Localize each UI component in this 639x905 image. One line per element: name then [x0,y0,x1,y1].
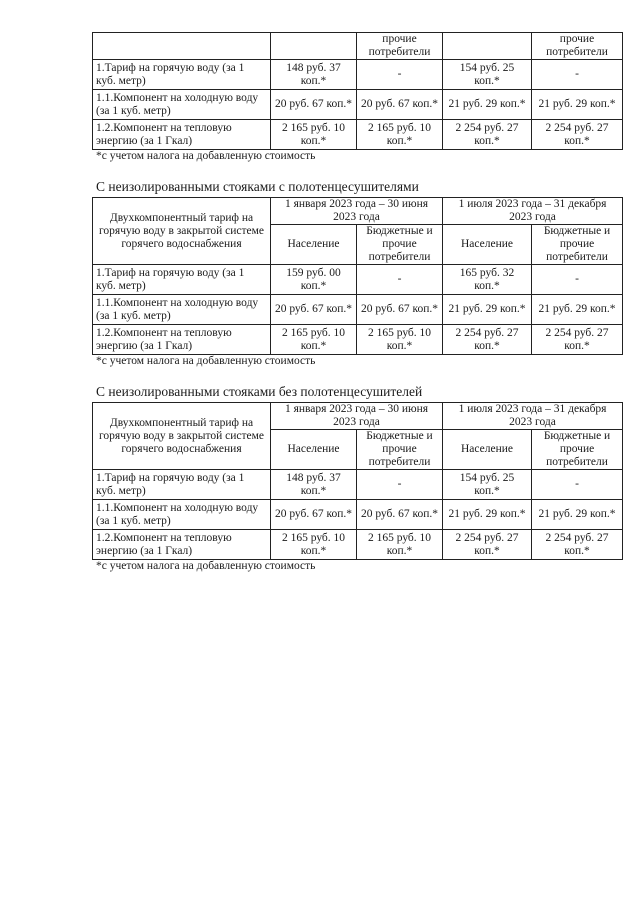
table-row [93,265,623,295]
table-row [93,470,623,500]
row-value: 154 руб. 25 коп.* [443,470,532,500]
row-value: 20 руб. 67 коп.* [271,295,357,325]
header-period-1: 1 января 2023 года – 30 июня 2023 года [271,198,443,225]
section-title: С неизолированными стояками с полотенцесушителями [96,179,419,194]
header-cell-budget: прочие потребители [357,33,443,60]
row-label: 1.1.Компонент на холодную воду (за 1 куб. метр) [93,295,271,325]
row-value: 2 165 руб. 10 коп.* [271,325,357,355]
header-population: Население [271,430,357,470]
row-value: 21 руб. 29 коп.* [443,295,532,325]
header-tariff-label: Двухкомпонентный тариф на горячую воду в закрытой системе горячего водоснабжения [93,403,271,470]
vat-footnote: *с учетом налога на добавленную стоимость [96,150,316,162]
row-value: 154 руб. 25 коп.* [443,60,532,90]
row-value: 148 руб. 37 коп.* [271,470,357,500]
table-header-row [93,403,623,430]
header-budget: Бюджетные и прочие потребители [357,225,443,265]
header-population: Население [443,430,532,470]
header-budget: Бюджетные и прочие потребители [357,430,443,470]
tariff-table-3 [92,402,623,560]
row-value: 20 руб. 67 коп.* [357,90,443,120]
vat-footnote: *с учетом налога на добавленную стоимость [96,355,316,367]
row-value: 2 254 руб. 27 коп.* [532,325,623,355]
header-period-2: 1 июля 2023 года – 31 декабря 2023 года [443,403,623,430]
header-cell-empty [271,33,357,60]
section-title: С неизолированными стояками без полотенцесушителей [96,384,423,399]
header-budget: Бюджетные и прочие потребители [532,430,623,470]
row-label: 1.Тариф на горячую воду (за 1 куб. метр) [93,265,271,295]
row-value: - [357,60,443,90]
header-tariff-label: Двухкомпонентный тариф на горячую воду в закрытой системе горячего водоснабжения [93,198,271,265]
row-value: - [532,265,623,295]
vat-footnote: *с учетом налога на добавленную стоимость [96,560,316,572]
row-value: - [357,470,443,500]
row-value: 2 165 руб. 10 коп.* [357,325,443,355]
row-value: - [532,60,623,90]
row-value: 2 165 руб. 10 коп.* [271,530,357,560]
table-header-row [93,198,623,225]
header-period-1: 1 января 2023 года – 30 июня 2023 года [271,403,443,430]
row-value: 2 165 руб. 10 коп.* [357,530,443,560]
table-row [93,295,623,325]
header-cell-empty [93,33,271,60]
header-population: Население [443,225,532,265]
row-value: - [532,470,623,500]
row-value: 2 254 руб. 27 коп.* [443,120,532,150]
row-value: 21 руб. 29 коп.* [443,90,532,120]
row-label: 1.Тариф на горячую воду (за 1 куб. метр) [93,60,271,90]
row-value: 2 254 руб. 27 коп.* [443,530,532,560]
row-label: 1.2.Компонент на тепловую энергию (за 1 Гкал) [93,530,271,560]
table-row [93,90,623,120]
row-label: 1.2.Компонент на тепловую энергию (за 1 Гкал) [93,325,271,355]
table-row [93,60,623,90]
row-value: 21 руб. 29 коп.* [532,500,623,530]
row-value: 2 165 руб. 10 коп.* [357,120,443,150]
row-value: 20 руб. 67 коп.* [357,295,443,325]
table-row [93,530,623,560]
row-value: 20 руб. 67 коп.* [271,90,357,120]
table-row [93,500,623,530]
row-value: 21 руб. 29 коп.* [532,295,623,325]
row-value: 20 руб. 67 коп.* [271,500,357,530]
row-value: 2 254 руб. 27 коп.* [443,325,532,355]
row-value: 21 руб. 29 коп.* [532,90,623,120]
header-budget: Бюджетные и прочие потребители [532,225,623,265]
table-row [93,120,623,150]
table-header-row [93,33,623,60]
header-population: Население [271,225,357,265]
row-value: 2 165 руб. 10 коп.* [271,120,357,150]
tariff-table-2 [92,197,623,355]
row-label: 1.2.Компонент на тепловую энергию (за 1 Гкал) [93,120,271,150]
header-period-2: 1 июля 2023 года – 31 декабря 2023 года [443,198,623,225]
header-cell-budget: прочие потребители [532,33,623,60]
row-value: - [357,265,443,295]
table-row [93,325,623,355]
header-cell-empty [443,33,532,60]
row-value: 165 руб. 32 коп.* [443,265,532,295]
tariff-table-1 [92,32,623,150]
row-value: 148 руб. 37 коп.* [271,60,357,90]
row-value: 2 254 руб. 27 коп.* [532,530,623,560]
row-value: 159 руб. 00 коп.* [271,265,357,295]
row-value: 2 254 руб. 27 коп.* [532,120,623,150]
row-label: 1.1.Компонент на холодную воду (за 1 куб. метр) [93,90,271,120]
row-label: 1.1.Компонент на холодную воду (за 1 куб. метр) [93,500,271,530]
row-label: 1.Тариф на горячую воду (за 1 куб. метр) [93,470,271,500]
row-value: 20 руб. 67 коп.* [357,500,443,530]
row-value: 21 руб. 29 коп.* [443,500,532,530]
